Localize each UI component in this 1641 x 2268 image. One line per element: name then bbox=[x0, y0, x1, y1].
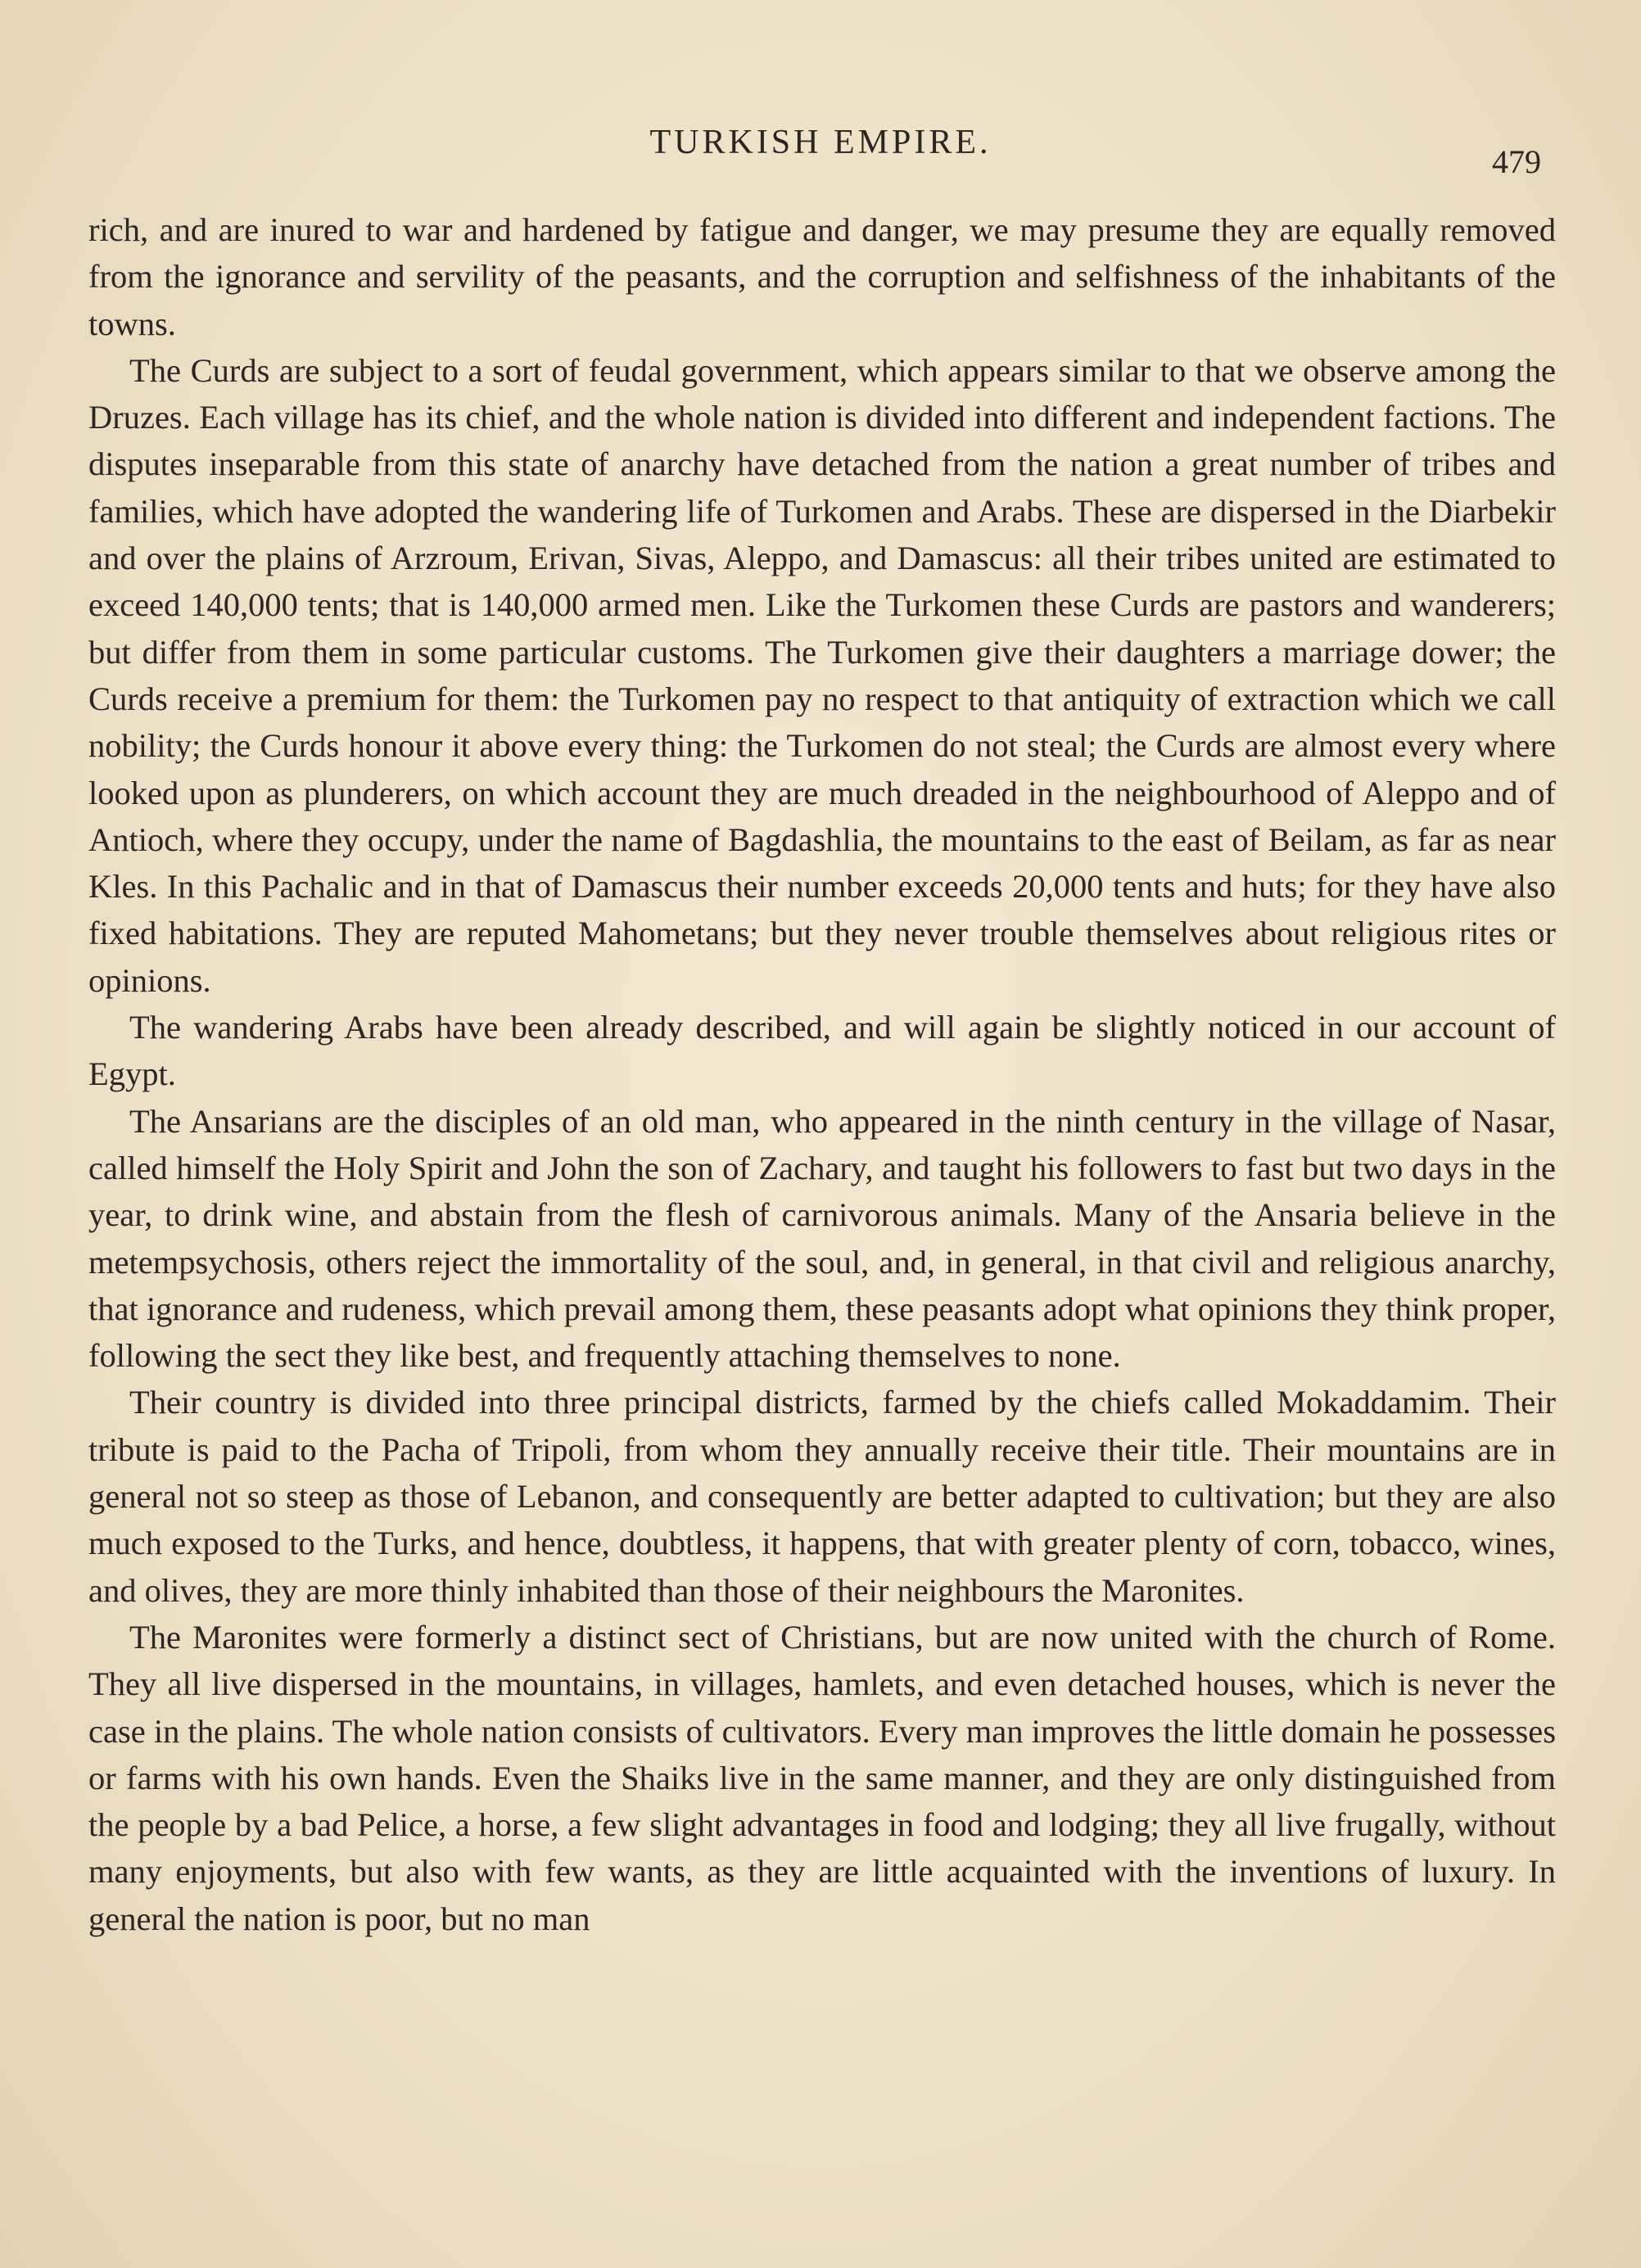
paragraph-curds: The Curds are subject to a sort of feudal government, which appears similar to that we observe among the Druzes. Each village has its chief, and the whole nation is divided into different and independent factions. The disputes inseparable from this state of anarchy have detached from the nation a great number of tribes and families, which have adopted the wandering life of Turkomen and Arabs. These are dispersed in the Diarbekir and over the plains of Arzroum, Erivan, Sivas, Aleppo, and Damascus: all their tribes united are estimated to exceed 140,000 tents; that is 140,000 armed men. Like the Turkomen these Curds are pastors and wanderers; but differ from them in some particular customs. The Turkomen give their daughters a marriage dower; the Curds receive a premium for them: the Turkomen pay no respect to that antiquity of extraction which we call nobility; the Curds honour it above every thing: the Turkomen do not steal; the Curds are almost every where looked upon as plunderers, on which account they are much dreaded in the neighbourhood of Aleppo and of Antioch, where they occupy, under the name of Bagdashlia, the mountains to the east of Beilam, as far as near Kles. In this Pachalic and in that of Damascus their number exceeds 20,000 tents and huts; for they have also fixed habitations. They are reputed Mahometans; but they never trouble themselves about religious rites or opinions. bbox=[88, 351, 1556, 999]
page-number: 479 bbox=[1492, 143, 1541, 180]
paragraph-wandering-arabs: The wandering Arabs have been already described, and will again be slightly noticed in our account of Egypt. bbox=[88, 1009, 1556, 1093]
paragraph-ansarians: The Ansarians are the disciples of an old man, who appeared in the ninth century in the village of Nasar, called himself the Holy Spirit and John the son of Zachary, and taught his followers to fast but two days in the year, to drink wine, and abstain from the flesh of carnivorous animals. Many of the Ansaria believe in the metempsychosis, others reject the immortality of the soul, and, in general, in that civil and religious anarchy, that ignorance and rudeness, which prevail among them, these peasants adopt what opinions they think proper, following the sect they like best, and frequently attaching themselves to none. bbox=[88, 1102, 1556, 1375]
body-text bbox=[88, 206, 1556, 1942]
paragraph-maronites: The Maronites were formerly a distinct sect of Christians, but are now united with the church of Rome. They all live dispersed in the mountains, in villages, hamlets, and even detached houses, which is never the case in the plains. The whole nation consists of cultivators. Every man improves the little domain he possesses or farms with his own hands. Even the Shaiks live in the same manner, and they are only distinguished from the people by a bad Pelice, a horse, a few slight advantages in food and lodging; they all live frugally, without many enjoyments, but also with few wants, as they are little acquainted with the inventions of luxury. In general the nation is poor, but no man bbox=[88, 1618, 1556, 1937]
running-title: TURKISH EMPIRE. bbox=[649, 124, 992, 161]
paragraph-continued: rich, and are inured to war and hardened by fatigue and danger, we may presume they are equally removed from the ignorance and servility of the peasants, and the corruption and selfishness of the inhabitants of the towns. bbox=[88, 211, 1556, 342]
paragraph-ansarian-country: Their country is divided into three principal districts, farmed by the chiefs called Mokaddamim. Their tribute is paid to the Pacha of Tripoli, from whom they annually receive their title. Their mountains are in general not so steep as those of Lebanon, and consequently are better adapted to cultivation; but they are also much exposed to the Turks, and hence, doubtless, it happens, that with greater plenty of corn, tobacco, wines, and olives, they are more thinly inhabited than those of their neighbours the Maronites. bbox=[88, 1384, 1556, 1609]
